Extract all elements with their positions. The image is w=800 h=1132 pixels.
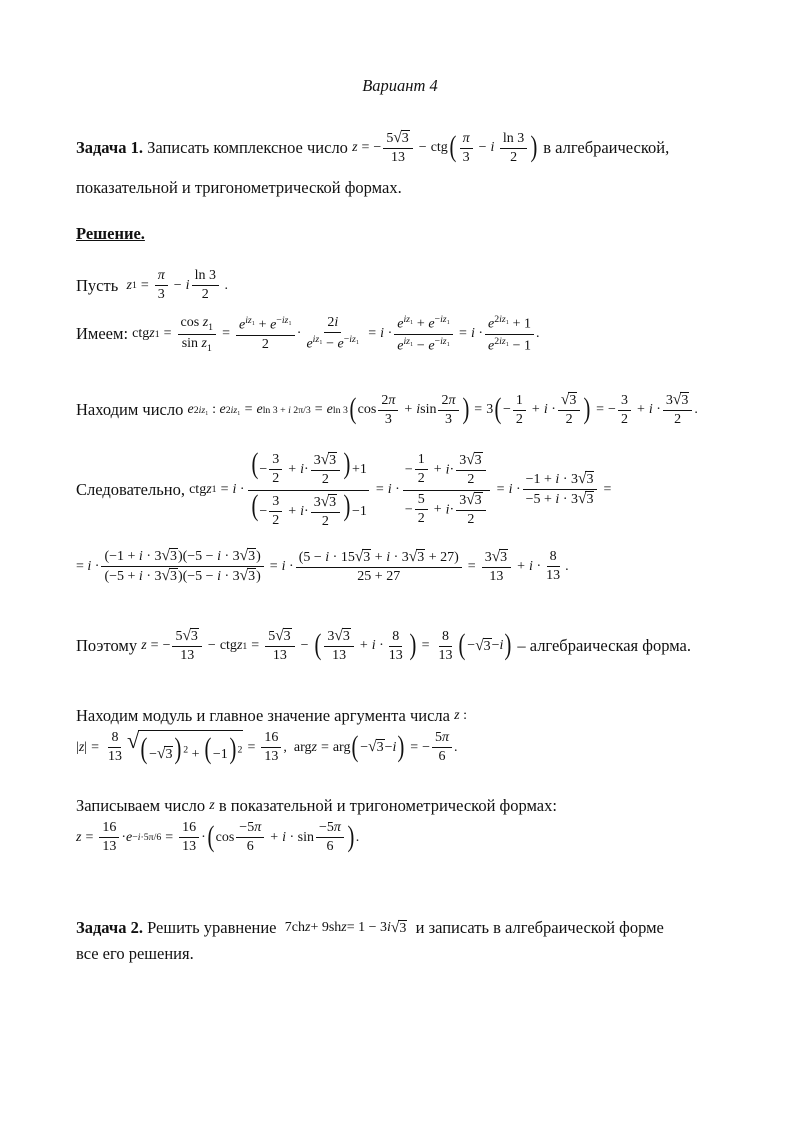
step-so <box>76 628 691 664</box>
task1-formula: z = − 5 √ 3 13 − ctg ( $\frac{\pi}{3}$ − i $\frac{\ln 3}{2}$ ) <box>352 129 538 166</box>
task2-equation: 7ch z + 9sh z = 1 − 3 i √ 3 <box>284 918 407 936</box>
task1-statement <box>76 130 669 166</box>
step-have <box>76 314 540 355</box>
ctg-z1-computation: ctg z 1 = i · (− $\frac{3}{2}$ + i· 3 √ 3 2 )+1 (− $\frac{3}{2}$ + i· 3 √ 3 2 )−1 = i · − $\frac{1}{2}$ + i· 3 √ 3 2 − $\frac{5}{2}$ + i· 3 √ 3 2 = i · −1 + i · 3 √ 3 −5 + i · 3 √ 3 = <box>189 448 612 529</box>
find-mod-label: Находим модуль и главное значение аргумента числа <box>76 706 450 725</box>
step-let <box>76 268 228 303</box>
solution-heading: Решение. <box>76 224 145 243</box>
task1-text-b: в алгебраической, <box>543 138 670 158</box>
alg-form-label: – алгебраическая форма. <box>517 636 691 656</box>
step-find-number <box>76 392 698 428</box>
task1-label: Задача 1. <box>76 138 143 158</box>
task1-text-a: Записать комплексное число <box>147 138 348 158</box>
step-let-label: Пусть <box>76 275 119 295</box>
step-therefore <box>76 450 615 530</box>
step-write-number: Записываем число z в показательной и тригонометрической формах: <box>76 796 557 815</box>
z1-definition: z 1 = $\frac{\pi}{3}$ − i $\frac{\ln 3}{2}$ . <box>126 268 228 303</box>
exp-2iz1-formula: e 2iz₁ : e 2iz₁ = e ln 3 + i 2π/3 = e ln 3 ( cos $\frac{2\pi}{3}$ + i sin $\frac{2\pi}{3}$ ) = 3 ( − $\frac{1}{2}$ + i · √ 3 2 ) = − $\frac{3}{2}$ + i · 3 √ 3 2 . <box>187 391 698 428</box>
page-title: Вариант 4 <box>362 76 438 95</box>
step-find-modulus: Находим модуль и главное значение аргумента числа z : <box>76 706 467 725</box>
modulus-argument-formula: | z | = $\frac{8}{13}$ √ (− √ 3 )$^2 + (-1)^2$ = $\frac{16}{13}$ , arg z = arg ( − √ 3 − i ) = − $\frac{5\pi}{6}$ . <box>76 728 458 766</box>
write-num-label-b: в показательной и тригонометрической формах: <box>218 796 557 815</box>
task2-text-b: и записать в алгебраической форме <box>415 918 664 937</box>
task1-text-c: показательной и тригонометрической формах. <box>76 178 402 197</box>
ctg-z1-continuation: = i · (−1 + i · 3 √ 3 )(−5 − i · 3 √ 3 ) (−5 + i · 3 √ 3 )(−5 − i · 3 √ 3 ) = i · (5 − i · 15 √ 3 + i · 3 √ 3 + 27) 25 + 27 = 3 √ 3 13 + i · $\frac{8}{13}$ . <box>76 547 569 585</box>
task2-statement <box>76 918 664 938</box>
task2-label: Задача 2. <box>76 918 143 937</box>
task2-text-a: Решить уравнение <box>147 918 277 937</box>
z-exp-trig-form: z = $\frac{16}{13}$ · e −i·5π/6 = $\frac{16}{13}$ · ( cos $\frac{-5\pi}{6}$ + i · sin $\frac{-5\pi}{6}$ ) . <box>76 820 360 855</box>
step-find-label: Находим число <box>76 400 184 420</box>
ctg-z1-formula: ctg z 1 = $\frac{\cos z_1}{\sin z_1}$ = $\frac{e^{iz_1} + e^{-iz_1}}{2}$ · $\frac{2i}{e^{iz_1} - e^{-iz_1}}$ = i · $\frac{e^{iz_1} + e^{-iz_1}}{e^{iz_1} - e^{-iz_1}}$ = i · $\frac{e^{2iz_1} + 1}{e^{2iz_1} - 1}$ . <box>132 314 540 354</box>
write-num-label: Записываем число <box>76 796 206 815</box>
step-so-label: Поэтому <box>76 636 138 656</box>
step-have-label: Имеем: <box>76 324 129 344</box>
z-algebraic-form: z = − 5 √ 3 13 − ctg z 1 = 5 √ 3 13 − ( 3 √ 3 13 + i · $\frac{8}{13}$ ) = $\frac{8}{13}$ ( − √ 3 − i ) <box>141 627 512 664</box>
task2-text-c: все его решения. <box>76 944 194 963</box>
step-therefore-label: Следовательно, <box>76 479 185 499</box>
